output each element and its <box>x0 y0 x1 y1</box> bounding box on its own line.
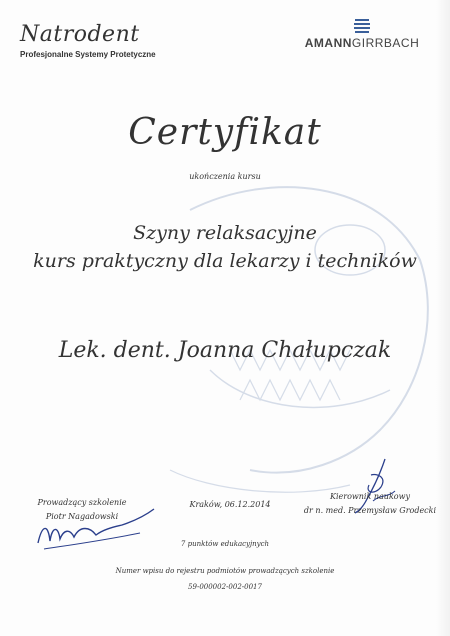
place-and-date: Kraków, 06.12.2014 <box>189 500 271 509</box>
natrodent-wordmark: Natrodent <box>20 22 140 47</box>
amann-text: AMANN <box>304 36 352 50</box>
natrodent-tagline: Profesjonalne Systemy Protetyczne <box>20 50 156 59</box>
amanngirrbach-wave-icon <box>353 18 371 34</box>
girrbach-text: GIRRBACH <box>351 36 420 50</box>
director-role: Kierownik naukowy <box>330 492 410 501</box>
director-name: dr n. med. Przemysław Grodecki <box>303 506 437 515</box>
amanngirrbach-wordmark <box>292 36 432 50</box>
recipient-name: Lek. dent. Joanna Chałupczak <box>58 338 392 363</box>
instructor-name: Piotr Nagadowski <box>45 512 119 521</box>
course-description: kurs praktyczny dla lekarzy i techników <box>33 250 417 272</box>
amanngirrbach-logo <box>292 18 432 50</box>
education-points: 7 punktów edukacyjnych <box>180 540 270 548</box>
instructor-role: Prowadzący szkolenie <box>37 498 127 507</box>
course-title: Szyny relaksacyjne <box>133 222 317 244</box>
registry-block <box>0 563 450 595</box>
registry-label: Numer wpisu do rejestru podmiotów prowadzących szkolenie <box>115 567 335 575</box>
director-signature-block <box>300 490 440 518</box>
natrodent-logo <box>20 24 156 59</box>
certificate-subtitle: ukończenia kursu <box>189 172 261 181</box>
certificate-title: Certyfikat <box>128 112 322 153</box>
registry-number: 59-000002-002-0017 <box>188 583 262 591</box>
jaw-watermark-graphic <box>150 170 440 500</box>
